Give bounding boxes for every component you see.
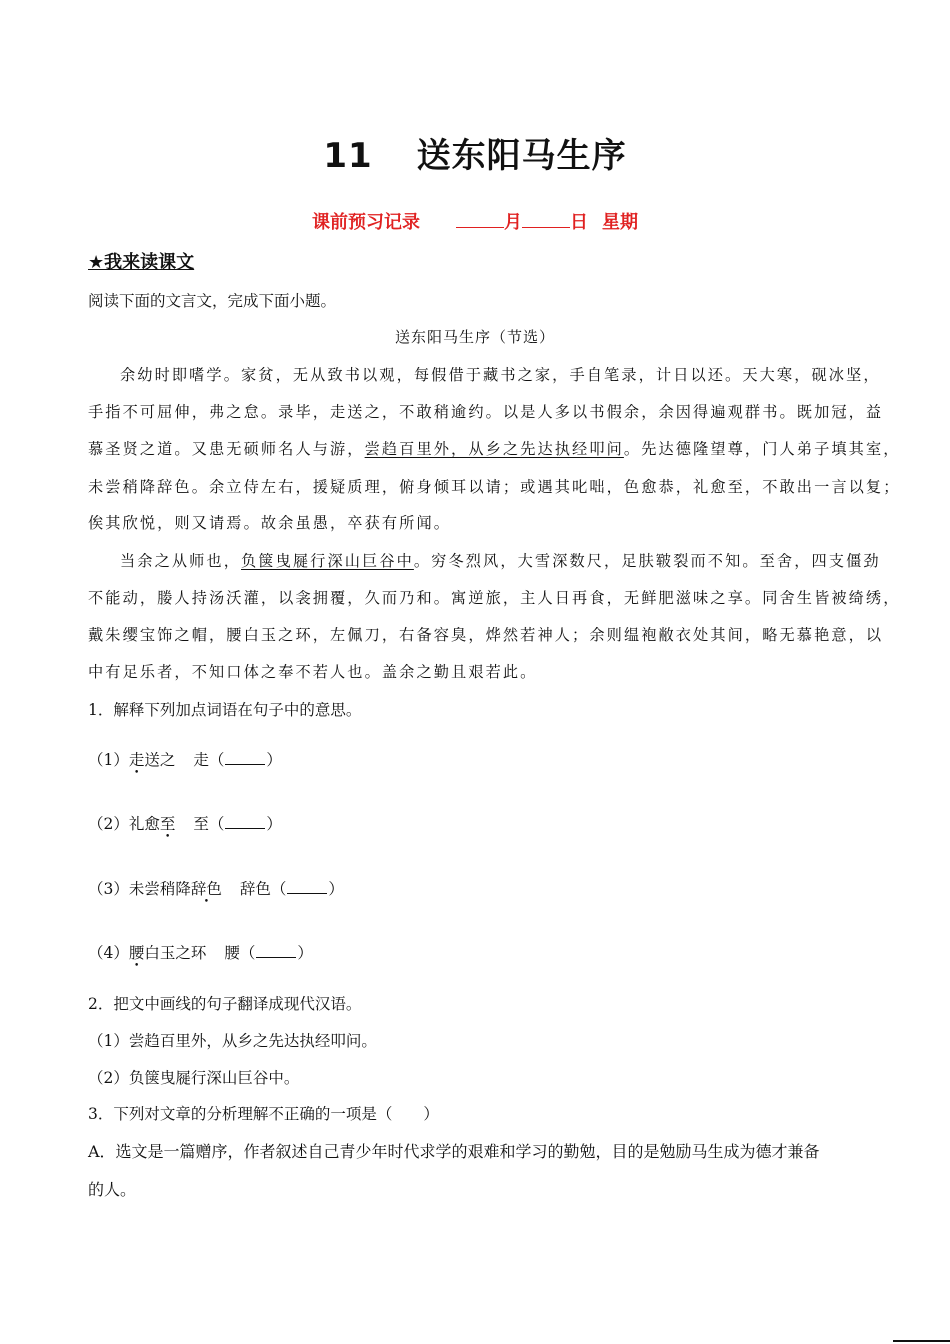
passage-line: 未尝稍降辞色。余立侍左右，援疑质理，俯身倾耳以请；或遇其叱咄，色愈恭，礼愈至，不敢出一言以复； — [88, 478, 901, 496]
passage-line: 当余之从师也，负箧曳屣行深山巨谷中。穷冬烈风，大雪深数尺，足肤皲裂而不知。至舍，四支僵劲 — [120, 552, 881, 570]
question-1-item: （1）走送之 走（ ） — [88, 751, 282, 769]
section-heading: ★我来读课文 — [88, 252, 195, 273]
passage-line: 手指不可屈伸，弗之怠。录毕，走送之，不敢稍逾约。以是人多以书假余，余因得遍观群书。既加冠，益 — [88, 403, 884, 421]
record-label: 课前预习记录 — [312, 212, 420, 233]
underlined-sentence: 负箧曳屣行深山巨谷中 — [241, 552, 414, 570]
page-title — [0, 128, 950, 177]
passage-line: 慕圣贤之道。又患无硕师名人与游，尝趋百里外，从乡之先达执经叩问。先达德隆望尊，门人弟子填其室， — [88, 440, 901, 458]
question-1-item: （3）未尝稍降辞色 辞色（ ） — [88, 880, 344, 898]
underlined-sentence: 尝趋百里外，从乡之先达执经叩问 — [364, 440, 624, 458]
dotted-word: 腰 — [128, 944, 145, 962]
question-2-stem: 2．把文中画线的句子翻译成现代汉语。 — [88, 995, 362, 1013]
dotted-word: 辞色 — [190, 880, 222, 898]
dotted-word: 至 — [159, 815, 176, 833]
question-2-item: （2）负箧曳屣行深山巨谷中。 — [88, 1069, 300, 1087]
day-blank — [522, 213, 570, 228]
answer-blank[interactable] — [225, 752, 265, 765]
month-blank — [456, 213, 504, 228]
answer-blank[interactable] — [256, 945, 296, 958]
month-label: 月 — [504, 212, 522, 233]
question-1-item: （4）腰白玉之环 腰（ ） — [88, 944, 313, 962]
answer-blank[interactable] — [287, 881, 327, 894]
preview-record-line — [0, 208, 950, 234]
page-edge-rule — [893, 1340, 950, 1342]
day-label: 日 — [570, 212, 588, 233]
passage-title: 送东阳马生序（节选） — [394, 328, 555, 346]
passage-line: 不能动，媵人持汤沃灌，以衾拥覆，久而乃和。寓逆旅，主人日再食，无鲜肥滋味之享。同舍生皆被绮绣， — [88, 589, 901, 607]
question-3-stem: 3．下列对文章的分析理解不正确的一项是（ ） — [88, 1105, 439, 1123]
question-1-stem: 1．解释下列加点词语在句子中的意思。 — [88, 701, 362, 719]
answer-blank[interactable] — [225, 816, 265, 829]
passage-line: 戴朱缨宝饰之帽，腰白玉之环，左佩刀，右备容臭，烨然若神人；余则缊袍敝衣处其间，略无慕艳意，以 — [88, 626, 884, 644]
question-1-item: （2）礼愈至 至（ ） — [88, 815, 282, 833]
dotted-word: 走 — [128, 751, 145, 769]
passage-line: 中有足乐者，不知口体之奉不若人也。盖余之勤且艰若此。 — [88, 663, 538, 681]
passage-line: 俟其欣悦，则又请焉。故余虽愚，卒获有所闻。 — [88, 514, 452, 532]
passage-line: 余幼时即嗜学。家贫，无从致书以观，每假借于藏书之家，手自笔录，计日以还。天大寒，砚冰坚， — [120, 366, 881, 384]
question-3-option-a-cont: 的人。 — [88, 1180, 137, 1199]
weekday-label: 星期 — [602, 212, 638, 233]
lesson-title: 送东阳马生序 — [416, 136, 627, 176]
instruction-text: 阅读下面的文言文，完成下面小题。 — [88, 292, 337, 310]
lesson-number: 11 — [323, 136, 373, 176]
question-3-option-a: A．选文是一篇赠序，作者叙述自己青少年时代求学的艰难和学习的勤勉，目的是勉励马生成为德才兼备 — [88, 1142, 820, 1161]
question-2-item: （1）尝趋百里外，从乡之先达执经叩问。 — [88, 1032, 377, 1050]
